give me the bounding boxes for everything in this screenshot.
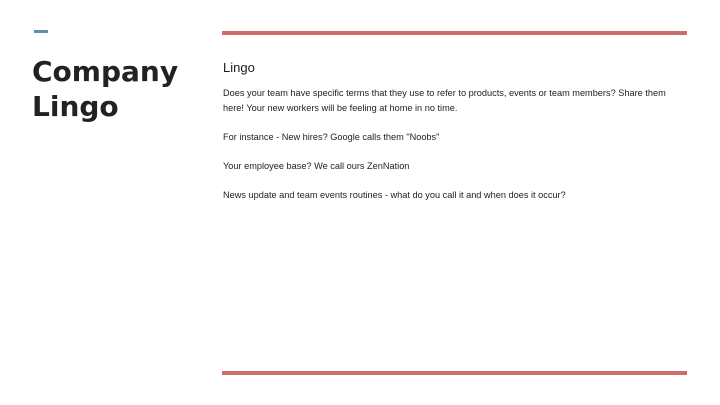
bottom-rule [222, 371, 687, 375]
title-line-2: Lingo [32, 90, 119, 123]
slide-title [32, 54, 202, 124]
paragraph-example-new-hires: For instance - New hires? Google calls them "Noobs" [223, 132, 440, 142]
section-heading: Lingo [223, 60, 255, 75]
accent-dash [34, 30, 48, 33]
paragraph-intro: Does your team have specific terms that they use to refer to products, events or team members? Share them here! Your new workers will be feeling at home in no time. [223, 88, 666, 113]
top-rule [222, 31, 687, 35]
content-body [223, 60, 683, 203]
paragraph-example-employee-base: Your employee base? We call ours ZenNation [223, 161, 410, 171]
paragraph-example-news-update: News update and team events routines - what do you call it and when does it occur? [223, 190, 566, 200]
title-line-1: Company [32, 55, 179, 88]
